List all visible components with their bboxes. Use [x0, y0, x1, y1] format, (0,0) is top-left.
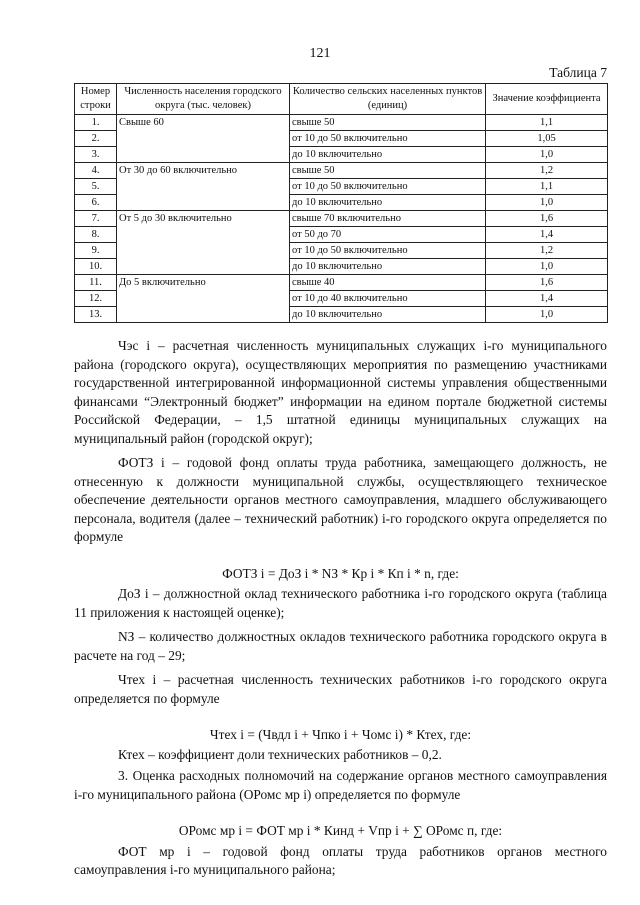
coefficient-cell: 1,6 — [486, 211, 608, 227]
settlements-cell: свыше 70 включительно — [290, 211, 486, 227]
row-number-cell: 5. — [75, 179, 117, 195]
paragraph-fot-mr: ФОТ мр i – годовой фонд оплаты труда работников органов местного самоуправления i-го муниципального района; — [74, 843, 607, 877]
page-number: 121 — [309, 46, 331, 61]
header-row-number: Номер строки — [75, 84, 117, 115]
paragraph-ktex: Ктех – коэффициент доли технических работников – 0,2. — [118, 746, 442, 762]
table-row — [75, 115, 608, 131]
coefficient-cell: 1,2 — [486, 163, 608, 179]
formula-chtex: Чтех i = (Чвдл i + Чпко i + Чомс i) * Ктех, где: — [209, 727, 472, 742]
settlements-cell: свыше 50 — [290, 163, 486, 179]
coefficient-cell: 1,6 — [486, 275, 608, 291]
coefficient-cell: 1,0 — [486, 195, 608, 211]
settlements-cell: от 10 до 40 включительно — [290, 291, 486, 307]
coefficient-cell: 1,4 — [486, 227, 608, 243]
row-number-cell: 9. — [75, 243, 117, 259]
settlements-cell: от 10 до 50 включительно — [290, 243, 486, 259]
table-caption: Таблица 7 — [549, 65, 607, 80]
coefficient-cell: 1,05 — [486, 131, 608, 147]
formula-oroms: ОРомс мр i = ФОТ мр i * Кинд + Vпр i + ∑ ОРомс п, где: — [178, 823, 503, 838]
coefficient-cell: 1,2 — [486, 243, 608, 259]
coefficient-cell: 1,0 — [486, 147, 608, 163]
population-cell: От 30 до 60 включительно — [117, 163, 290, 211]
row-number-cell: 12. — [75, 291, 117, 307]
coefficient-cell: 1,0 — [486, 259, 608, 275]
coefficient-table — [74, 83, 608, 323]
settlements-cell: до 10 включительно — [290, 307, 486, 323]
row-number-cell: 13. — [75, 307, 117, 323]
table-body — [75, 115, 608, 323]
row-number-cell: 10. — [75, 259, 117, 275]
row-number-cell: 6. — [75, 195, 117, 211]
table-row — [75, 163, 608, 179]
settlements-cell: от 10 до 50 включительно — [290, 131, 486, 147]
coefficient-cell: 1,0 — [486, 307, 608, 323]
paragraph-fotz: ФОТЗ i – годовой фонд оплаты труда работника, замещающего должность, не отнесенную к должности муниципальной службы, осуществляющего техническое обеспечение деятельности органов местного самоуправления, младшего обслуживающего персонала, водителя (далее – технический работник) i-го городского округа определяется по формуле — [74, 455, 607, 544]
settlements-cell: от 10 до 50 включительно — [290, 179, 486, 195]
row-number-cell: 7. — [75, 211, 117, 227]
settlements-cell: до 10 включительно — [290, 195, 486, 211]
formula-fotz: ФОТЗ i = ДоЗ i * NЗ * Кр i * Кп i * n, где: — [222, 565, 459, 581]
row-number-cell: 1. — [75, 115, 117, 131]
header-coefficient: Значение коэффициента — [486, 84, 608, 115]
table-row — [75, 275, 608, 291]
coefficient-cell: 1,4 — [486, 291, 608, 307]
row-number-cell: 8. — [75, 227, 117, 243]
body-text — [74, 337, 607, 880]
header-settlements: Количество сельских населенных пунктов (единиц) — [290, 84, 486, 115]
paragraph-doz: ДоЗ i – должностной оклад технического работника i-го городского округа (таблица 11 приложения к настоящей оценке); — [74, 586, 607, 620]
settlements-cell: свыше 40 — [290, 275, 486, 291]
coefficient-cell: 1,1 — [486, 179, 608, 195]
header-population: Численность населения городского округа (тыс. человек) — [117, 84, 290, 115]
table-header-row — [75, 84, 608, 115]
row-number-cell: 11. — [75, 275, 117, 291]
paragraph-item-3: 3. Оценка расходных полномочий на содержание органов местного самоуправления i-го муниципального района (ОРомс мр i) определяется по формуле — [74, 768, 607, 802]
paragraph-ches: Чэс i – расчетная численность муниципальных служащих i-го муниципального района (городского округа), осуществляющих мероприятия по размещению участниками государственной интегрированной информационной системы управления общественными финансами “Электронный бюджет” информации на едином портале бюджетной системы Российской Федерации, – 1,5 штатной единицы муниципальных служащих на муниципальный район (городской округ); — [74, 338, 607, 446]
coefficient-cell: 1,1 — [486, 115, 608, 131]
population-cell: Свыше 60 — [117, 115, 290, 163]
paragraph-chtex: Чтех i – расчетная численность технических работников i-го городского округа определяется по формуле — [74, 672, 607, 706]
population-cell: От 5 до 30 включительно — [117, 211, 290, 275]
row-number-cell: 3. — [75, 147, 117, 163]
row-number-cell: 2. — [75, 131, 117, 147]
row-number-cell: 4. — [75, 163, 117, 179]
population-cell: До 5 включительно — [117, 275, 290, 323]
settlements-cell: от 50 до 70 — [290, 227, 486, 243]
settlements-cell: до 10 включительно — [290, 147, 486, 163]
settlements-cell: до 10 включительно — [290, 259, 486, 275]
paragraph-nz: NЗ – количество должностных окладов технического работника городского округа в расчете на год – 29; — [74, 629, 607, 663]
table-row — [75, 211, 608, 227]
settlements-cell: свыше 50 — [290, 115, 486, 131]
